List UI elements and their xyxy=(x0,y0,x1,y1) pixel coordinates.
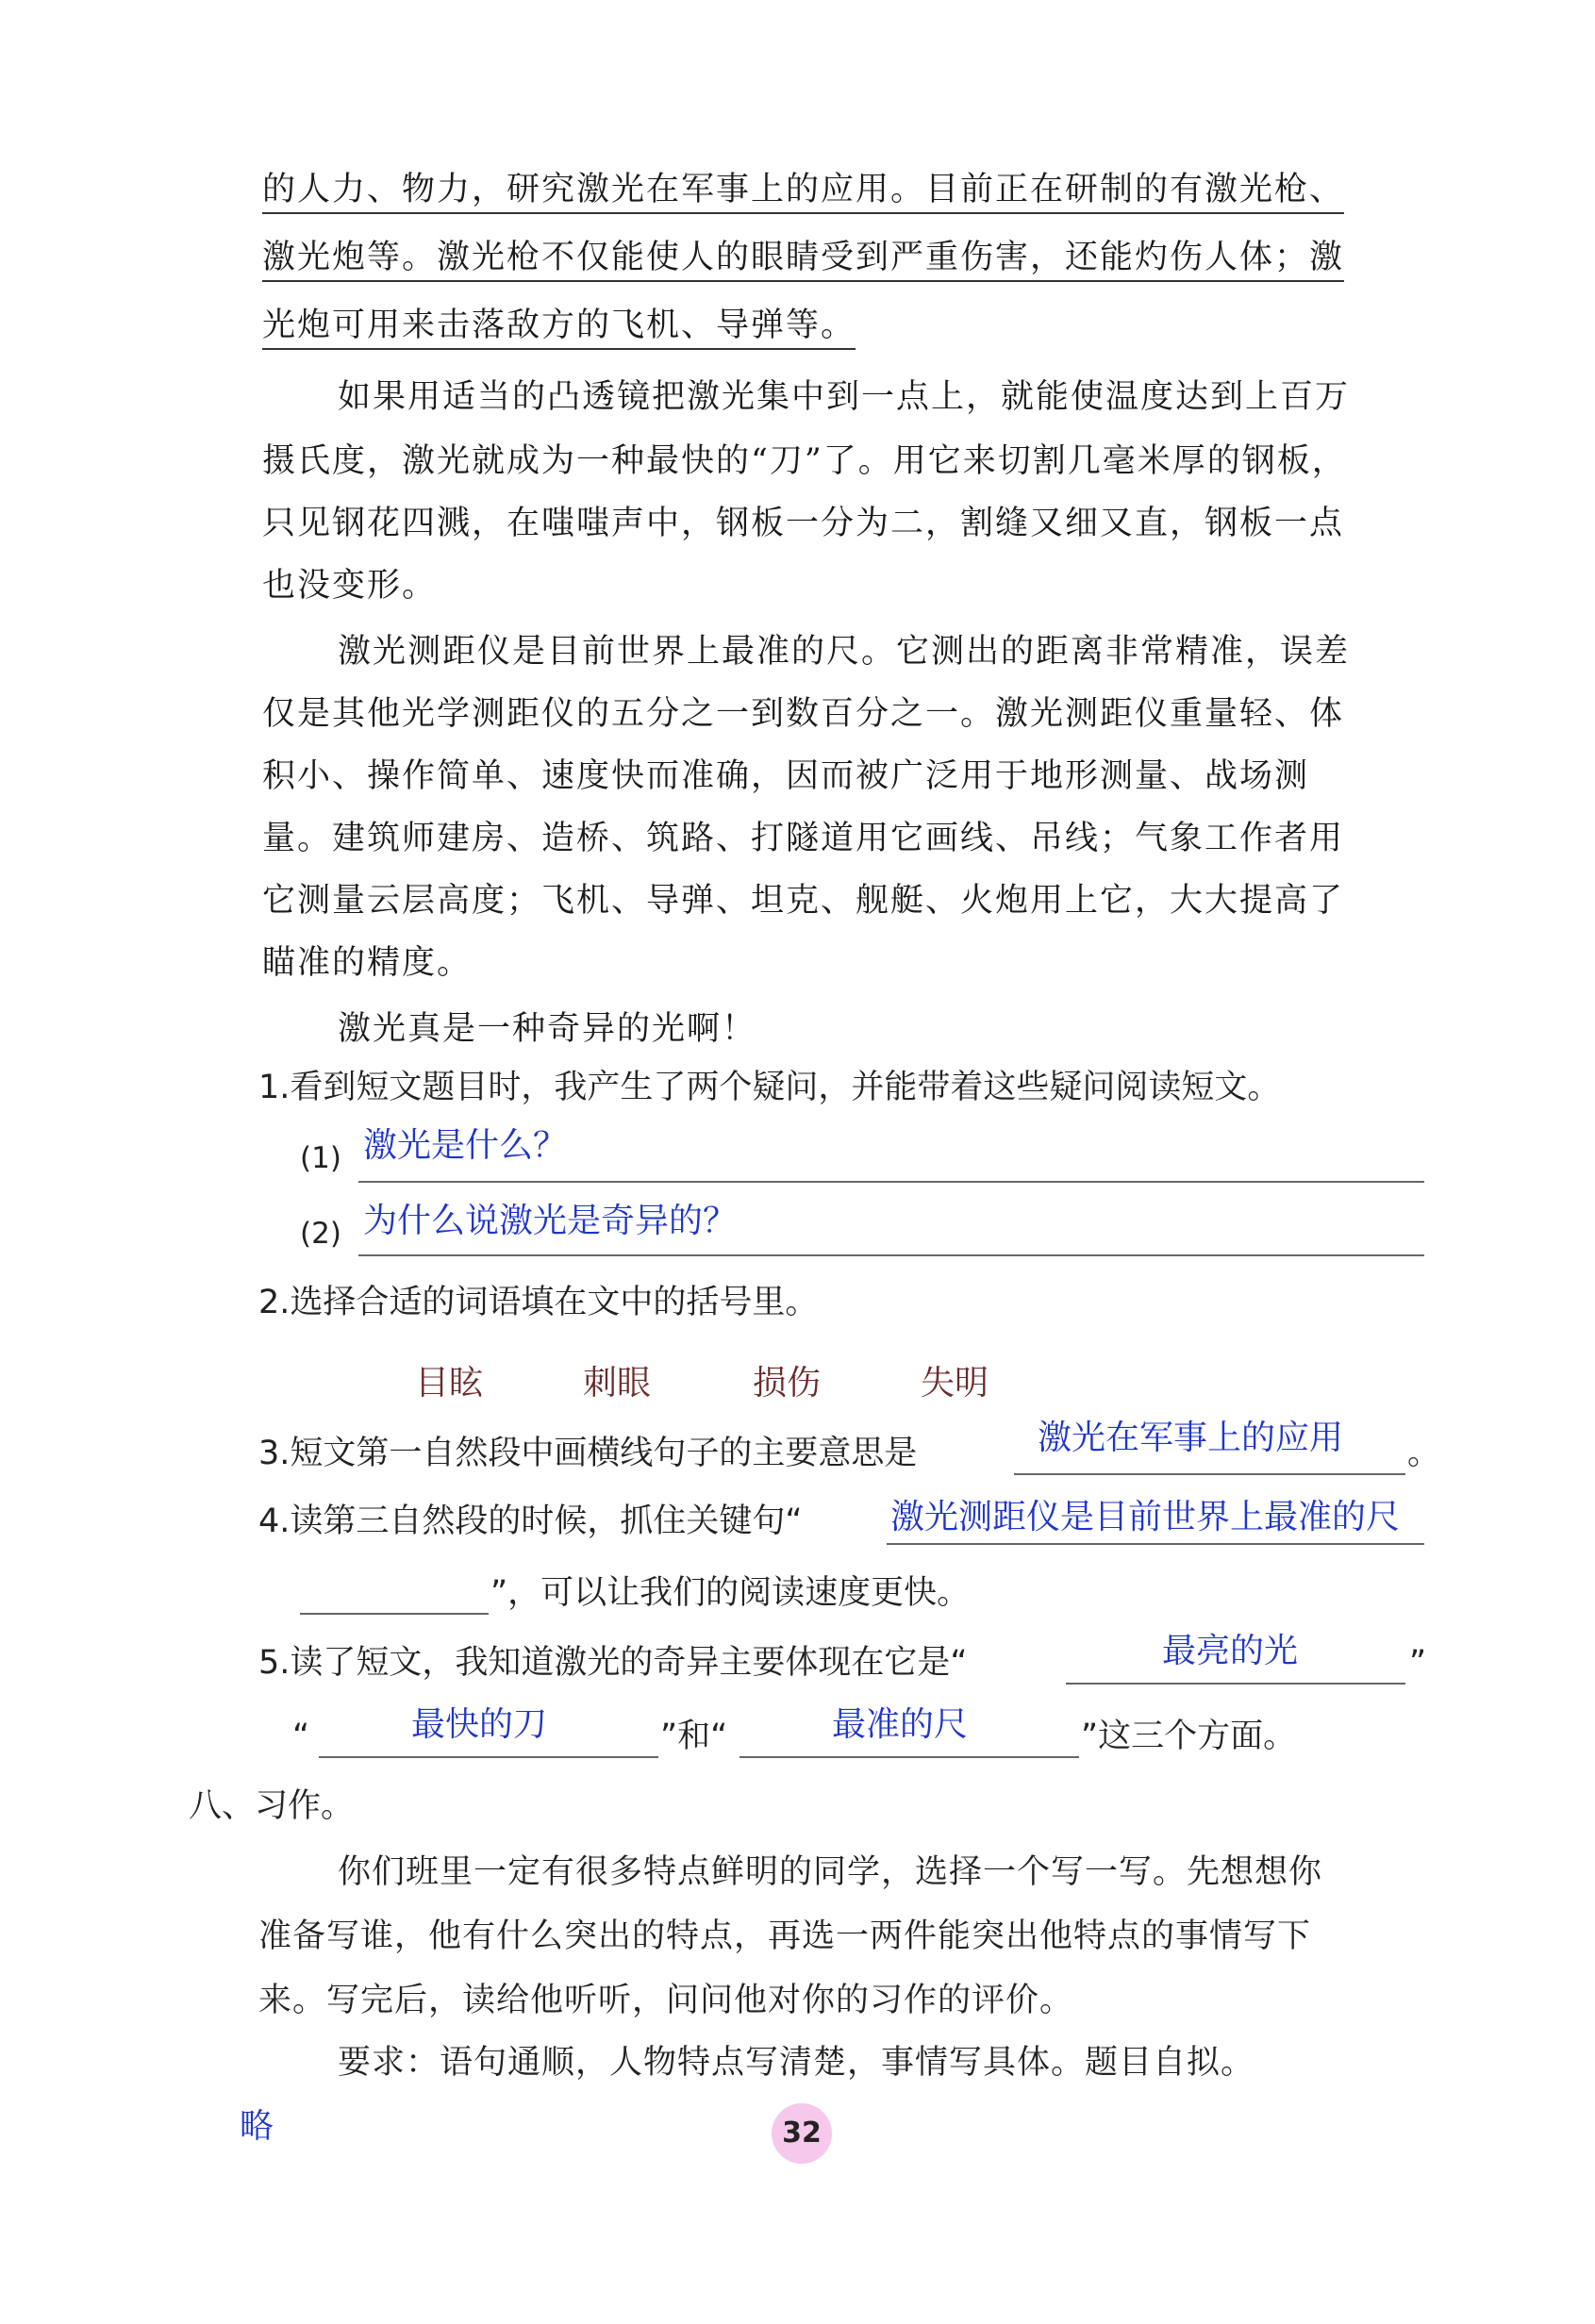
answer-line xyxy=(358,1179,1424,1183)
passage-line: 仅是其他光学测距仪的五分之一到数百分之一。激光测距仪重量轻、体 xyxy=(262,695,1345,733)
question-4-suffix: ”，可以让我们的阅读速度更快。 xyxy=(490,1574,971,1612)
question-4: 4.读第三自然段的时候，抓住关键句“ xyxy=(258,1502,803,1540)
page-number: 32 xyxy=(772,2103,832,2164)
prompt-line: 你们班里一定有很多特点鲜明的同学，选择一个写一写。先想想你 xyxy=(338,1853,1323,1891)
passage-line: 瞄准的精度。 xyxy=(262,944,473,982)
question-1-1-label: (1) xyxy=(300,1141,341,1175)
answer-line xyxy=(300,1611,489,1615)
passage-line: 如果用适当的凸透镜把激光集中到一点上，就能使温度达到上百万 xyxy=(338,378,1351,416)
answer-1-2: 为什么说激光是奇异的？ xyxy=(363,1202,738,1240)
question-1-2-label: (2) xyxy=(300,1217,341,1251)
quote-mark: “ xyxy=(292,1718,310,1755)
answer-4: 激光测距仪是目前世界上最准的尺 xyxy=(890,1498,1401,1536)
answer-line xyxy=(1066,1681,1405,1685)
passage-line: 只见钢花四溅，在嗤嗤声中，钢板一分为二，割缝又细又直，钢板一点 xyxy=(262,505,1345,542)
passage-line: 积小、操作简单、速度快而准确，因而被广泛用于地形测量、战场测 xyxy=(262,757,1310,795)
prompt-line: 准备写谁，他有什么突出的特点，再选一两件能突出他特点的事情写下 xyxy=(258,1917,1312,1955)
underlined-text: 的人力、物力，研究激光在军事上的应用。目前正在研制的有激光枪、 xyxy=(262,171,1344,214)
question-3-suffix: 。 xyxy=(1407,1435,1441,1472)
passage-line xyxy=(262,236,1344,279)
question-5: 5.读了短文，我知道激光的奇异主要体现在它是“ xyxy=(258,1644,968,1682)
question-3: 3.短文第一自然段中画横线句子的主要意思是 xyxy=(258,1435,918,1472)
passage-line: 它测量云层高度；飞机、导弹、坦克、舰艇、火炮用上它，大大提高了 xyxy=(262,882,1345,920)
question-5-suffix: ”这三个方面。 xyxy=(1081,1718,1297,1755)
answer-line xyxy=(319,1754,658,1758)
question-2: 2.选择合适的词语填在文中的括号里。 xyxy=(258,1284,819,1321)
passage-line: 激光真是一种奇异的光啊！ xyxy=(338,1010,757,1048)
underlined-text: 激光炮等。激光枪不仅能使人的眼睛受到严重伤害，还能灼伤人体；激 xyxy=(262,239,1344,282)
word-option: 目眩 xyxy=(415,1364,484,1403)
answer-1-1: 激光是什么？ xyxy=(363,1126,568,1165)
question-1: 1.看到短文题目时，我产生了两个疑问，并能带着这些疑问阅读短文。 xyxy=(258,1069,1281,1106)
answer-line xyxy=(739,1754,1079,1758)
answer-line xyxy=(887,1541,1424,1545)
passage-line xyxy=(262,168,1344,211)
passage-line xyxy=(262,304,856,347)
answer-5-3: 最准的尺 xyxy=(832,1705,969,1744)
passage-line: 也没变形。 xyxy=(262,567,438,605)
answer-8: 略 xyxy=(240,2107,274,2146)
word-option: 失明 xyxy=(921,1364,989,1403)
answer-line xyxy=(358,1253,1424,1256)
question-5-mid: ”和“ xyxy=(660,1718,728,1755)
prompt-line: 来。写完后，读给他听听，问问他对你的习作的评价。 xyxy=(258,1982,1074,2019)
answer-5-1: 最亮的光 xyxy=(1162,1632,1299,1670)
passage-line: 摄氏度，激光就成为一种最快的“刀”了。用它来切割几毫米厚的钢板， xyxy=(262,442,1347,480)
section-heading: 八、习作。 xyxy=(189,1787,355,1825)
passage-line: 激光测距仪是目前世界上最准的尺。它测出的距离非常精准，误差 xyxy=(338,633,1351,671)
answer-3: 激光在军事上的应用 xyxy=(1038,1419,1344,1457)
answer-5-2: 最快的刀 xyxy=(411,1705,548,1744)
passage-line: 量。建筑师建房、造桥、筑路、打隧道用它画线、吊线；气象工作者用 xyxy=(262,820,1345,857)
word-option: 损伤 xyxy=(753,1364,822,1403)
word-option: 刺眼 xyxy=(583,1364,652,1403)
quote-mark: ” xyxy=(1409,1644,1427,1682)
answer-line xyxy=(1014,1471,1405,1475)
requirement: 要求：语句通顺，人物特点写清楚，事情写具体。题目自拟。 xyxy=(338,2044,1255,2082)
underlined-text: 光炮可用来击落敌方的飞机、导弹等。 xyxy=(262,307,856,350)
